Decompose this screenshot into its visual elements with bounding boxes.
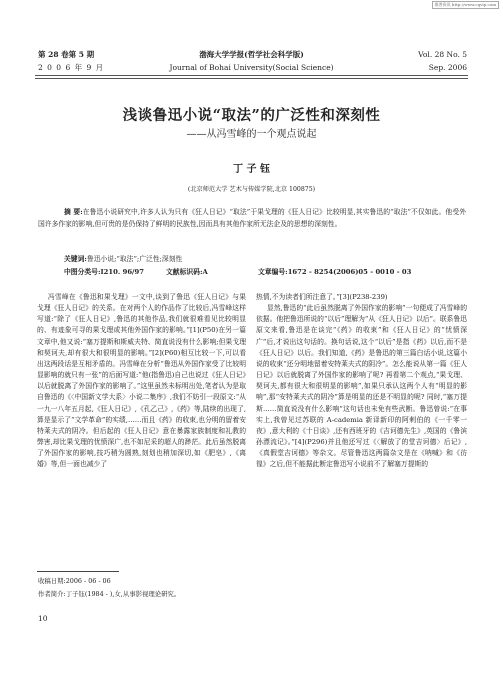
article-title: 浅谈鲁迅小说“取法”的广泛性和深刻性 xyxy=(122,107,381,124)
keywords xyxy=(64,253,182,263)
watermark: 维普资讯 http://www.cqvip.com xyxy=(432,1,499,9)
date-en: Sep. 2006 xyxy=(428,63,467,72)
keywords-text: 鲁迅小说;“取法”;广泛性;深刻性 xyxy=(86,255,183,263)
journal-title-cn: 渤海大学学报(哲学社会科学版) xyxy=(199,50,304,59)
body-paragraph: 热情,不为读者们所注意了。”[3](P238-239) xyxy=(256,293,388,301)
received-date: 收稿日期:2006 - 06 - 06 xyxy=(38,577,111,585)
body-column-left xyxy=(37,292,246,471)
page-number: 10 xyxy=(38,614,48,623)
journal-title-en: Journal of Bohai University(Social Science) xyxy=(169,63,334,72)
author-affiliation: (北京师范大学 艺术与传媒学院,北京 100875) xyxy=(187,186,316,193)
clc-number: 中图分类号:I210. 96/97 xyxy=(64,268,144,276)
author-name: 丁 子 钰 xyxy=(233,164,270,175)
author-bio: 作者简介:丁子钰(1984 - ),女,从事影视理论研究。 xyxy=(38,590,181,598)
body-paragraph: 冯雪峰在《鲁迅和果戈理》一文中,谈到了鲁迅《狂人日记》与果戈理《狂人日记》的关系。在对两个人的作品作了比较后,冯雪峰这样写道:“除了《狂人日记》,鲁迅的其他作品,我们就很难看见比较明显的、有迹象可寻的果戈理或其他外国作家的影响。”[1](P50)在另一篇文章中,他又说:“塞万提斯和斯威夫特、简直说没有什么影响;但果戈理和契诃夫,却有很大和很明显的影响。”[2](P60)相互比较一下,可以看出这两段话是互相矛盾的。冯雪峰在分析“鲁迅从外国作家受了比较明显影响的就只有一张”的后面写道:“他(指鲁迅)自己也说过《狂人日记》以后就脱离了外国作家的影响了。”这里虽然未标明出处,笔者认为是取自鲁迅的《〈中国新文学大系〉小说二集序》,我们不妨引一段原文:“从一九一八年五月起,《狂人日记》,《孔乙己》,《药》等,陆续的出现了,算是显示了“文学革命”的实绩,……而且《药》的收束,也分明的留着安特莱夫式的阴冷。但后起的《狂人日记》意在暴露家族制度和礼教的弊害,却比果戈理的忧愤深广,也不如尼采的超人的渺茫。此后虽然脱离了外国作家的影响,技巧稍为圆熟,刻划也稍加深切,如《肥皂》,《离婚》等,但一面也减少了 xyxy=(37,293,246,469)
date-cn: 2 0 0 6 年 9 月 xyxy=(38,63,105,72)
body-paragraph: 显然,鲁迅的“此后虽然脱离了外国作家的影响”一句便成了冯雪峰的依据。他把鲁迅所说的“以后”理解为“从《狂人日记》以后”。联系鲁迅原文来看,鲁迅是在谈完“《药》的收束”和《狂人日记》的“忧愤深广”后,才说出这句话的。换句话说,这个“以后”是指《药》以后,而不是《狂人日记》以后。我们知道,《药》是鲁迅的第三篇白话小说,这篇小说的收束“还分明地留着安特莱夫式的阴冷”。怎么能说从第一篇《狂人日记》以后就脱离了外国作家的影响了呢? 再看第二个观点,“果戈理、契诃夫,都有很大和很明显的影响”,如果只承认这两个人有“明显的影响”,那“安特莱夫式的阴冷”算是明显的还是不明显的呢? 同时,“塞万提斯……简直说没有什么影响”这句话也未免有些武断。鲁迅曾说:“在事实上,我曾见过苏联的 A-cademia 新译新印的阿剌伯的《一千零一夜》,意大利的《十日谈》,还有西班牙的《吉诃德先生》,英国的《鲁滨孙漂流记》。”[4](P296)并且他还写过《〈解放了的堂吉诃德〉后记》,《真假堂吉诃德》等杂文。尽管鲁迅这两篇杂文是在《呐喊》和《彷徨》之后,但不能据此断定鲁迅写小说前不了解塞万提斯的 xyxy=(256,304,468,469)
header-rule-top xyxy=(35,75,468,76)
abstract-text: 在鲁迅小说研究中,许多人认为只有《狂人日记》“取法”于果戈理的《狂人日记》比较明显,其实鲁迅的“取法”不仅如此。他受外国许多作家的影响,但可贵的是仍保持了鲜明的民族性,因而具有其他作家所无法企及的思想的深刻性。 xyxy=(38,208,466,228)
keywords-label: 关键词: xyxy=(64,255,87,263)
article-number: 文章编号:1672 - 8254(2006)05 - 0010 - 03 xyxy=(258,268,412,276)
volume-cn: 第 28 卷第 5 期 xyxy=(38,50,95,59)
abstract-label: 摘 要: xyxy=(64,208,83,216)
article-subtitle: ——从冯雪峰的一个观点说起 xyxy=(186,129,317,140)
document-code: 文献标识码:A xyxy=(166,268,208,276)
header-rule-bottom xyxy=(35,78,468,79)
body-column-right xyxy=(256,292,467,471)
abstract xyxy=(38,207,466,230)
footnote-divider xyxy=(37,571,119,572)
volume-en: Vol. 28 No. 5 xyxy=(418,50,467,59)
